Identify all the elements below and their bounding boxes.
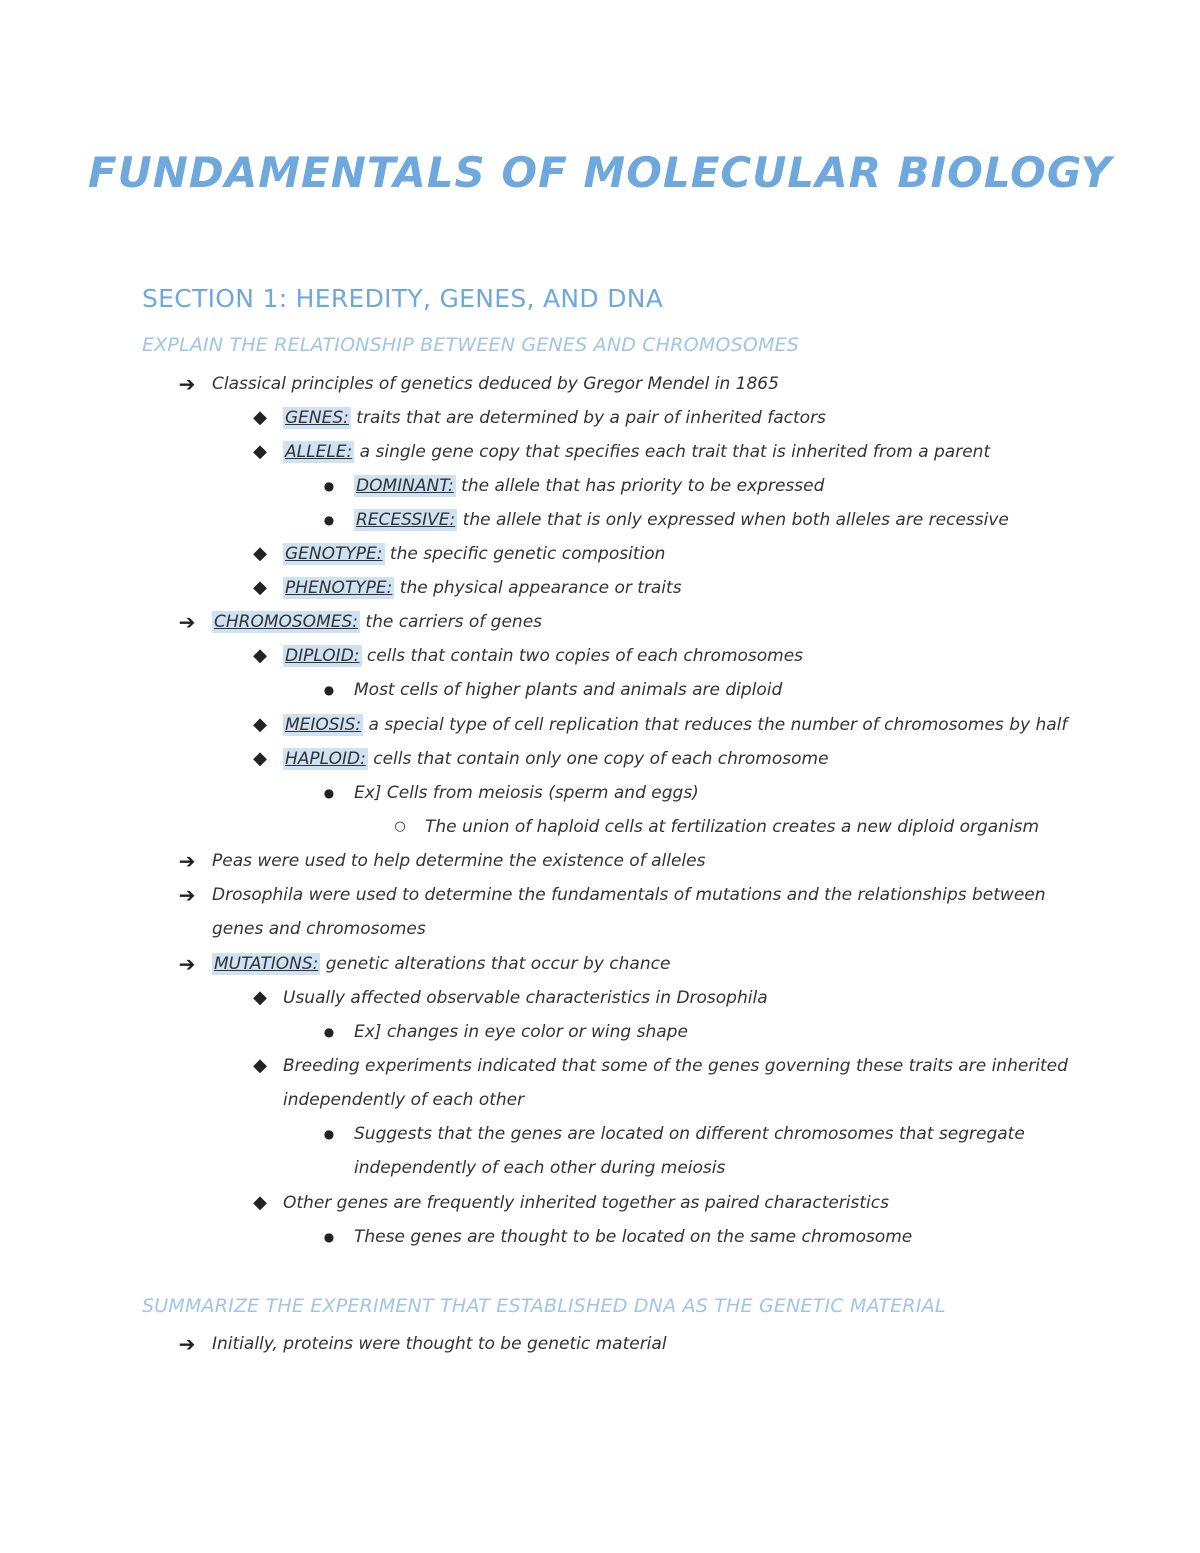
document-title: FUNDAMENTALS OF MOLECULAR BIOLOGY (87, 148, 1113, 197)
term-recessive: RECESSIVE: (356, 510, 456, 530)
list-item (323, 503, 1009, 537)
term-haploid: HAPLOID: (285, 749, 366, 769)
subsection-heading: EXPLAIN THE RELATIONSHIP BETWEEN GENES AND CHROMOSOMES (142, 334, 800, 356)
diamond-bullet-icon: ◆ (253, 645, 267, 666)
definition-dominant: the allele that has priority to be expressed (455, 476, 825, 496)
list-item (253, 401, 826, 435)
list-item-continuation (212, 912, 426, 946)
definition-haploid: cells that contain only one copy of each chromosome (367, 749, 829, 769)
diamond-bullet-icon: ◆ (253, 1192, 267, 1213)
list-item-continuation (354, 1151, 725, 1185)
definition-mutations: genetic alterations that occur by chance (320, 954, 671, 974)
definition-recessive: the allele that is only expressed when both alleles are recessive (457, 510, 1009, 530)
list-item (253, 571, 682, 605)
dot-bullet-icon: ● (323, 479, 335, 493)
list-item (253, 537, 666, 571)
section-heading: SECTION 1: HEREDITY, GENES, AND DNA (142, 284, 664, 313)
term-dominant: DOMINANT: (356, 476, 454, 496)
diamond-bullet-icon: ◆ (253, 987, 267, 1008)
list-item (323, 1015, 688, 1049)
dot-bullet-icon: ● (323, 1230, 335, 1244)
list-item (178, 947, 671, 981)
term-chromosomes: CHROMOSOMES: (214, 612, 358, 632)
term-meiosis: MEIOSIS: (285, 715, 362, 735)
list-item (323, 673, 783, 707)
diamond-bullet-icon: ◆ (253, 748, 267, 769)
list-item-text: Drosophila were used to determine the fundamentals of mutations and the relationships between (212, 885, 1046, 905)
arrow-bullet-icon: ➔ (178, 372, 196, 396)
subsection-heading: SUMMARIZE THE EXPERIMENT THAT ESTABLISHED DNA AS THE GENETIC MATERIAL (142, 1295, 946, 1317)
term-mutations: MUTATIONS: (214, 954, 319, 974)
definition-genes: traits that are determined by a pair of inherited factors (350, 408, 826, 428)
definition-diploid: cells that contain two copies of each chromosomes (361, 646, 804, 666)
diamond-bullet-icon: ◆ (253, 543, 267, 564)
term-genotype: GENOTYPE: (285, 544, 383, 564)
list-item-text: Most cells of higher plants and animals are diploid (354, 680, 783, 700)
dot-bullet-icon: ● (323, 513, 335, 527)
arrow-bullet-icon: ➔ (178, 1332, 196, 1356)
arrow-bullet-icon: ➔ (178, 849, 196, 873)
definition-allele: a single gene copy that specifies each trait that is inherited from a parent (354, 442, 991, 462)
list-item (253, 1049, 1068, 1083)
list-item-text: The union of haploid cells at fertilization creates a new diploid organism (425, 817, 1040, 837)
definition-chromosomes: the carriers of genes (360, 612, 543, 632)
list-item (323, 1220, 913, 1254)
list-item (178, 878, 1058, 912)
term-diploid: DIPLOID: (285, 646, 360, 666)
circle-bullet-icon: ○ (394, 819, 406, 834)
list-item-text: Peas were used to help determine the existence of alleles (212, 851, 706, 871)
list-item (253, 639, 804, 673)
list-item-text: Usually affected observable characteristics in Drosophila (283, 988, 768, 1008)
diamond-bullet-icon: ◆ (253, 577, 267, 598)
list-item (178, 844, 706, 878)
diamond-bullet-icon: ◆ (253, 1055, 267, 1076)
list-item-text: Breeding experiments indicated that some of the genes governing these traits are inherited (283, 1056, 1068, 1076)
dot-bullet-icon: ● (323, 786, 335, 800)
list-item-text: Classical principles of genetics deduced by Gregor Mendel in 1865 (212, 374, 779, 394)
diamond-bullet-icon: ◆ (253, 407, 267, 428)
list-item (394, 810, 1040, 844)
arrow-bullet-icon: ➔ (178, 952, 196, 976)
diamond-bullet-icon: ◆ (253, 714, 267, 735)
list-item-text: independently of each other during meiosis (354, 1158, 726, 1178)
list-item (253, 708, 1068, 742)
list-item-text: independently of each other (283, 1090, 525, 1110)
definition-phenotype: the physical appearance or traits (394, 578, 682, 598)
list-item (178, 1327, 667, 1361)
list-item (253, 435, 991, 469)
term-genes: GENES: (285, 408, 349, 428)
list-item (323, 469, 825, 503)
definition-genotype: the specific genetic composition (384, 544, 666, 564)
list-item-text: genes and chromosomes (212, 919, 426, 939)
list-item (178, 605, 543, 639)
dot-bullet-icon: ● (323, 1025, 335, 1039)
list-item-text: Initially, proteins were thought to be genetic material (212, 1334, 667, 1354)
arrow-bullet-icon: ➔ (178, 610, 196, 634)
list-item-text: Other genes are frequently inherited together as paired characteristics (283, 1193, 889, 1213)
list-item-text: These genes are thought to be located on the same chromosome (354, 1227, 913, 1247)
list-item-text: Suggests that the genes are located on different chromosomes that segregate (354, 1124, 1025, 1144)
list-item (253, 742, 829, 776)
dot-bullet-icon: ● (323, 683, 335, 697)
list-item (178, 367, 779, 401)
list-item (323, 776, 699, 810)
list-item-text: Ex] Cells from meiosis (sperm and eggs) (354, 783, 699, 803)
list-item (253, 981, 768, 1015)
term-phenotype: PHENOTYPE: (285, 578, 393, 598)
list-item-text: Ex] changes in eye color or wing shape (354, 1022, 688, 1042)
arrow-bullet-icon: ➔ (178, 883, 196, 907)
diamond-bullet-icon: ◆ (253, 441, 267, 462)
list-item (253, 1186, 889, 1220)
dot-bullet-icon: ● (323, 1127, 335, 1141)
list-item (323, 1117, 1025, 1151)
term-allele: ALLELE: (285, 442, 353, 462)
definition-meiosis: a special type of cell replication that reduces the number of chromosomes by half (363, 715, 1068, 735)
list-item-continuation (283, 1083, 524, 1117)
